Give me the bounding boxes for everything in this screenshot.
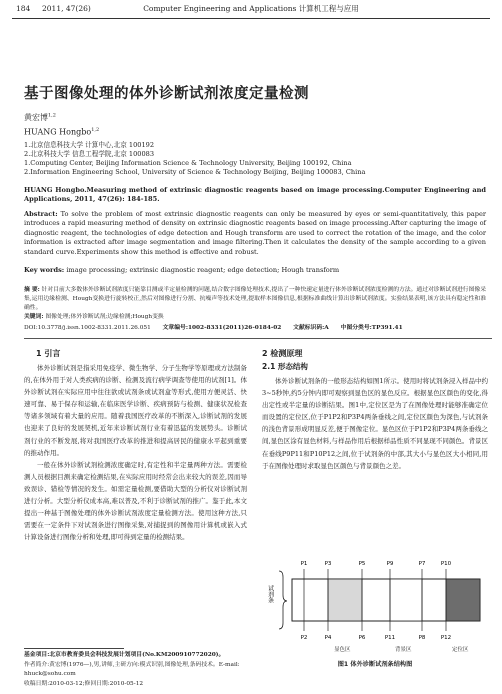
article-title: 基于图像处理的体外诊断试剂浓度定量检测 [24, 86, 309, 102]
keywords-en-text: image processing; extrinsic diagnostic reagent; edge detection; Hough transform [66, 266, 340, 274]
background-region [390, 579, 422, 621]
figure-1 [262, 543, 488, 657]
footnotes [24, 651, 260, 689]
region-label: 定位区 [452, 647, 469, 653]
left-column-text [24, 362, 247, 543]
point-label-top: P7 [418, 561, 426, 567]
keywords-en-label: Key words: [24, 266, 65, 274]
point-label-bottom: P11 [384, 635, 396, 641]
affiliations [24, 141, 484, 177]
point-label-bottom: P12 [440, 635, 452, 641]
doi-line [24, 324, 490, 333]
volume-issue: 2011, 47(26) [42, 4, 91, 13]
abstract-cn [24, 286, 486, 314]
author-cn [24, 112, 56, 123]
point-label-bottom: P2 [300, 635, 308, 641]
fund-note: 基金项目:北京市教育委员会科技发展计划项目(No.KM200910772020)。 [24, 652, 225, 658]
point-label-top: P10 [440, 561, 452, 567]
clc-number: 中图分类号:TP391.41 [340, 325, 403, 331]
author-cn-sup: 1,2 [48, 112, 56, 119]
region-label: 背景区 [395, 647, 412, 653]
paragraph: 体外诊断试剂是指采用免疫学、微生物学、分子生物学等原理或方法制备的,在体外用于对人类疾病的诊断、检测及流行病学调查等使用的试剂[1]。体外诊断试剂在实际应用中往往欲或试剂条或试剂盒等形式,使用方便灵活、快速可靠、易于保存和运输,在临床医学诊断、疾病预防与检测、健康状况检查等诸多领域有着大量的应用。随着我国医疗改革的不断深入,诊断试剂的发展也迎来了良好的发展契机,近年来诊断试剂行业有着迅猛的发展势头。诊断试剂行业的不断发展,将对我国医疗改革的推进和提高居民的健康水平起到重要的推动作用。 [24, 364, 247, 457]
figure-caption: 图1 体外诊断试剂条结构图 [337, 661, 413, 668]
color-region [328, 579, 362, 621]
positioning-region [446, 579, 480, 621]
point-label-top: P3 [324, 561, 332, 567]
author-cn-name: 黄宏博 [24, 113, 48, 122]
paragraph: 一般在体外诊断试剂检测浓度确定时,有定性和半定量两种方法。需要检测人员根据目测来确定检测结果,在实际应用时经常会出来较大的误差,因而导致误诊、错检等情况的发生。如需定量检测,要借助大型的分析仪对诊断试剂进行分析。大型分析仪成本高,难以普及,不利于诊断试剂的推广。鉴于此,本文提出一种基于图像处理的体外诊断试剂浓度定量检测方法。使用这种方法,只需要在一定条件下对试剂条进行图像采集,对捕捉到的图像用计算机或嵌入式计算设备进行图像分析和处理,即可得到定量的检测结果。 [24, 460, 247, 542]
keywords-cn [24, 313, 486, 322]
paragraph: 体外诊断试剂条的一般形态结构如图1所示。使用时将试剂条浸入样品中约3~5秒钟,约5分钟内即可观察到显色区的显色反应。根据显色区颜色的变化,得出定性或半定量的诊断结果。图1中,定位区是为了在图像处理时能够准确定位而设置的定位区,位于P1P2和P3P4两条垂线之间,定位区颜色为深色,与试剂条的浅色背景形成明显反差,便于图像定位。显色区位于P1P2和P3P4两条垂线之间,显色区涂有显色材料,与样品作用后根据样品性质不同显现不同颜色。背景区在垂线P9P11和P10P12之间,位于试剂条的中部,其大小与显色区大小相同,用于在图像处理时求取显色区颜色与背景颜色之差。 [262, 377, 488, 470]
abstract-en [24, 210, 486, 257]
article-number: 文章编号:1002-8331(2011)26-0184-02 [162, 325, 282, 331]
footnote-rule [24, 648, 124, 649]
abstract-en-label: Abstract: [24, 210, 58, 218]
strip-brace [279, 571, 287, 629]
section-heading-intro: 1 引言 [36, 349, 61, 358]
strip-side-label: 试剂条 [266, 585, 274, 603]
abstract-en-text: To solve the problem of most extrinsic diagnostic reagents can only be measured by eyes or semi-quantitatively, this paper introduces a rapid measuring method of density on extrinsic diagnostic reagents based on image processing.After capturing the image of diagnostic reagent, the technologies of edge detection and Hough transform are used to correct the rotation of the image, and the color information is extracted after image segmentation and image filtering.Then it calculates the density of the sample according to a given standard curve.Experiments show this method is effective and robust. [24, 210, 486, 256]
abstract-cn-text: 针对目前大多数体外诊断试剂浓度只能靠目测或半定量检测的问题,结合数字图像处理技术,提出了一种快速定量进行体外诊断试剂浓度检测的方法。通过对诊断试剂进行图像采集,运用边缘检测、Hough变换进行旋转校正,然后对图像进行分割、抗噪声等技术处理,提取样本图像信息,根据标准曲线计算出诊断试剂浓度。实验结果表明,该方法具有稳定性和准确性。 [24, 287, 486, 312]
abstract-cn-label: 摘 要: [24, 287, 40, 293]
point-label-top: P1 [300, 561, 308, 567]
running-header [12, 0, 490, 19]
section-divider [24, 338, 492, 339]
affiliation-line: 2.北京科技大学 信息工程学院,北京 100083 [24, 150, 155, 158]
reagent-strip-diagram [262, 543, 488, 647]
point-label-top: P5 [358, 561, 366, 567]
document-code: 文献标识码:A [293, 325, 329, 331]
doi: DOI:10.3778/j.issn.1002-8331.2011.26.051 [24, 325, 151, 331]
author-en-name: HUANG Hongbo [24, 127, 92, 137]
citation: HUANG Hongbo.Measuring method of extrinsic diagnostic reagents based on image processing.Computer Engineering and Applications, 2011, 47(26): 184-185. [24, 186, 486, 203]
keywords-cn-text: 图像处理;体外诊断试剂;边缘检测;Hough变换 [45, 314, 164, 320]
right-column-text [262, 375, 488, 472]
point-label-top: P9 [386, 561, 394, 567]
point-label-bottom: P4 [324, 635, 332, 641]
received-dates: 收稿日期:2010-03-12;修回日期:2010-05-12 [24, 680, 144, 687]
affiliation-line: 2.Information Engineering School, University of Science & Technology Beijing, Beijing 100083, China [24, 168, 366, 176]
point-label-bottom: P6 [358, 635, 366, 641]
journal-name: Computer Engineering and Applications 计算机工程与应用 [143, 4, 359, 13]
page-number: 184 [16, 4, 31, 13]
section-heading-principle: 2 检测原理 [262, 349, 303, 358]
affiliation-line: 1.Computing Center, Beijing Information Science & Technology University, Beijing 100192, China [24, 159, 352, 167]
keywords-en [24, 266, 486, 275]
author-bio: 作者简介:黄宏博(1976—),男,讲师,主研方向:模式识别,图像处理,条码技术。E-mail: hhuck@sohu.com [24, 661, 240, 677]
region-label: 显色区 [334, 647, 351, 653]
author-en [24, 127, 99, 137]
author-en-sup: 1,2 [91, 127, 100, 133]
point-label-bottom: P8 [418, 635, 426, 641]
affiliation-line: 1.北京信息科技大学 计算中心,北京 100192 [24, 141, 155, 149]
subsection-heading: 2.1 形态结构 [262, 362, 308, 371]
keywords-cn-label: 关键词: [24, 314, 44, 320]
